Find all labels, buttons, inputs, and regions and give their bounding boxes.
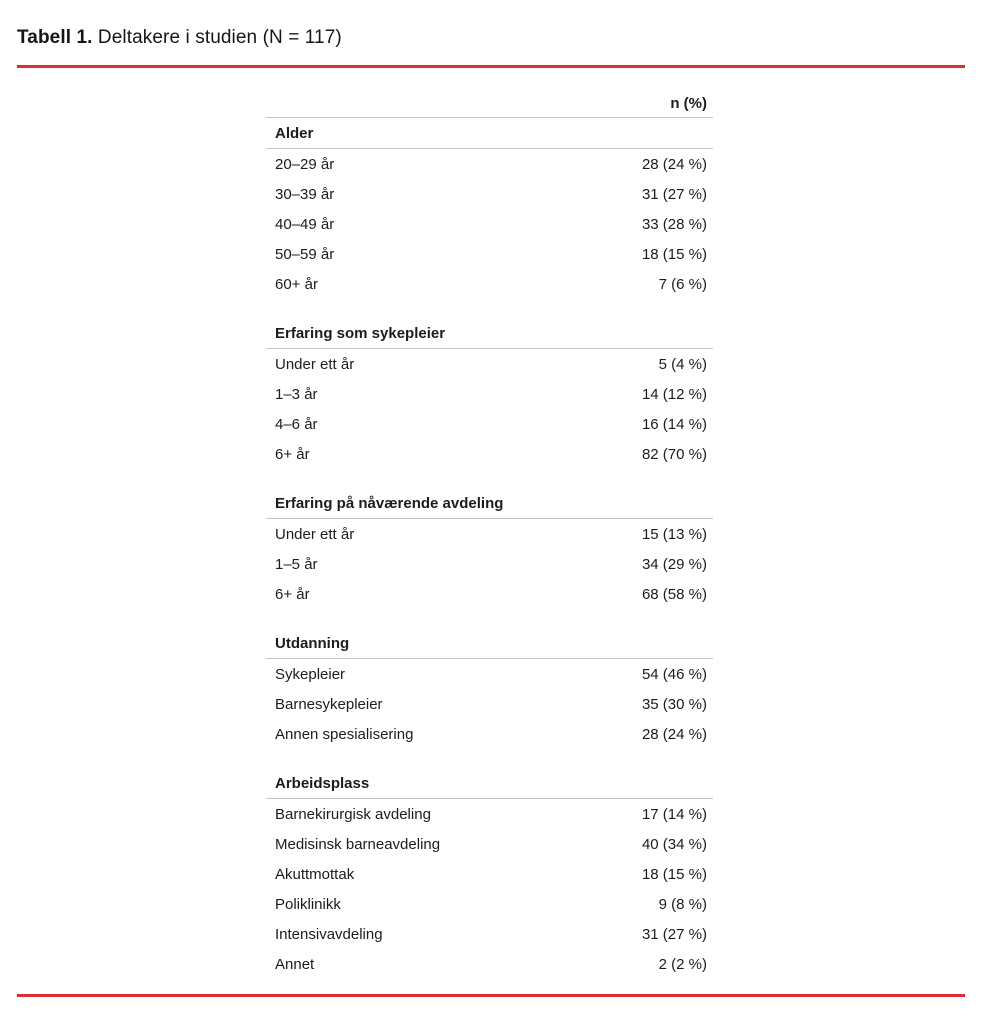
row-value: 33 (28 %) xyxy=(641,215,707,233)
row-label: Intensivavdeling xyxy=(275,925,383,943)
row-label: 40–49 år xyxy=(275,215,335,233)
table-row xyxy=(266,519,713,549)
table-row xyxy=(266,149,713,179)
table-row xyxy=(266,799,713,829)
table-row xyxy=(266,179,713,209)
section-spacer xyxy=(266,299,713,318)
bottom-rule xyxy=(17,994,965,997)
row-value: 28 (24 %) xyxy=(641,155,707,173)
row-label: 4–6 år xyxy=(275,415,318,433)
row-value: 5 (4 %) xyxy=(658,355,707,373)
row-value: 34 (29 %) xyxy=(641,555,707,573)
table-row xyxy=(266,829,713,859)
row-label: 1–5 år xyxy=(275,555,318,573)
section-spacer xyxy=(266,609,713,628)
table-row xyxy=(266,549,713,579)
table-body xyxy=(266,118,713,979)
section-header: Arbeidsplass xyxy=(266,768,713,799)
section-header: Erfaring på nåværende avdeling xyxy=(266,488,713,519)
row-value: 18 (15 %) xyxy=(641,245,707,263)
row-label: Akuttmottak xyxy=(275,865,355,883)
table-row xyxy=(266,439,713,469)
table-row xyxy=(266,379,713,409)
row-value: 68 (58 %) xyxy=(641,585,707,603)
row-value: 28 (24 %) xyxy=(641,725,707,743)
table-caption-number: Tabell 1. xyxy=(17,27,93,48)
table-row xyxy=(266,719,713,749)
row-value: 9 (8 %) xyxy=(658,895,707,913)
table-row xyxy=(266,409,713,439)
participants-table xyxy=(266,90,713,979)
row-value: 35 (30 %) xyxy=(641,695,707,713)
row-label: 50–59 år xyxy=(275,245,335,263)
row-label: Poliklinikk xyxy=(275,895,341,913)
table-row xyxy=(266,209,713,239)
row-value: 17 (14 %) xyxy=(641,805,707,823)
table-row xyxy=(266,579,713,609)
table-row xyxy=(266,659,713,689)
table-section xyxy=(266,488,713,628)
row-value: 31 (27 %) xyxy=(641,925,707,943)
row-value: 54 (46 %) xyxy=(641,665,707,683)
row-label: 60+ år xyxy=(275,275,318,293)
row-value: 82 (70 %) xyxy=(641,445,707,463)
row-label: 20–29 år xyxy=(275,155,335,173)
row-label: Annet xyxy=(275,955,315,973)
table-row xyxy=(266,949,713,979)
row-label: Barnesykepleier xyxy=(275,695,383,713)
row-label: 6+ år xyxy=(275,445,310,463)
row-label: 6+ år xyxy=(275,585,310,603)
row-value: 18 (15 %) xyxy=(641,865,707,883)
table-caption xyxy=(17,27,342,49)
table-section xyxy=(266,118,713,318)
table-section xyxy=(266,318,713,488)
row-label: Barnekirurgisk avdeling xyxy=(275,805,431,823)
table-section xyxy=(266,768,713,979)
table-row xyxy=(266,689,713,719)
column-header-n-pct: n (%) xyxy=(670,95,707,112)
table-section xyxy=(266,628,713,768)
section-header: Alder xyxy=(266,118,713,149)
row-label: Medisinsk barneavdeling xyxy=(275,835,441,853)
table-row xyxy=(266,859,713,889)
row-label: Under ett år xyxy=(275,525,355,543)
row-label: Annen spesialisering xyxy=(275,725,414,743)
row-value: 14 (12 %) xyxy=(641,385,707,403)
top-rule xyxy=(17,65,965,68)
row-value: 7 (6 %) xyxy=(658,275,707,293)
row-value: 40 (34 %) xyxy=(641,835,707,853)
row-label: Sykepleier xyxy=(275,665,346,683)
table-row xyxy=(266,269,713,299)
table-row xyxy=(266,889,713,919)
table-row xyxy=(266,919,713,949)
table-caption-text: Deltakere i studien (N = 117) xyxy=(97,27,342,48)
row-label: 30–39 år xyxy=(275,185,335,203)
table-row xyxy=(266,349,713,379)
section-header: Erfaring som sykepleier xyxy=(266,318,713,349)
row-value: 16 (14 %) xyxy=(641,415,707,433)
row-value: 15 (13 %) xyxy=(641,525,707,543)
table-row xyxy=(266,239,713,269)
section-spacer xyxy=(266,749,713,768)
section-header: Utdanning xyxy=(266,628,713,659)
section-spacer xyxy=(266,469,713,488)
row-value: 2 (2 %) xyxy=(658,955,707,973)
row-label: Under ett år xyxy=(275,355,355,373)
row-value: 31 (27 %) xyxy=(641,185,707,203)
row-label: 1–3 år xyxy=(275,385,318,403)
table-header-row xyxy=(266,90,713,118)
